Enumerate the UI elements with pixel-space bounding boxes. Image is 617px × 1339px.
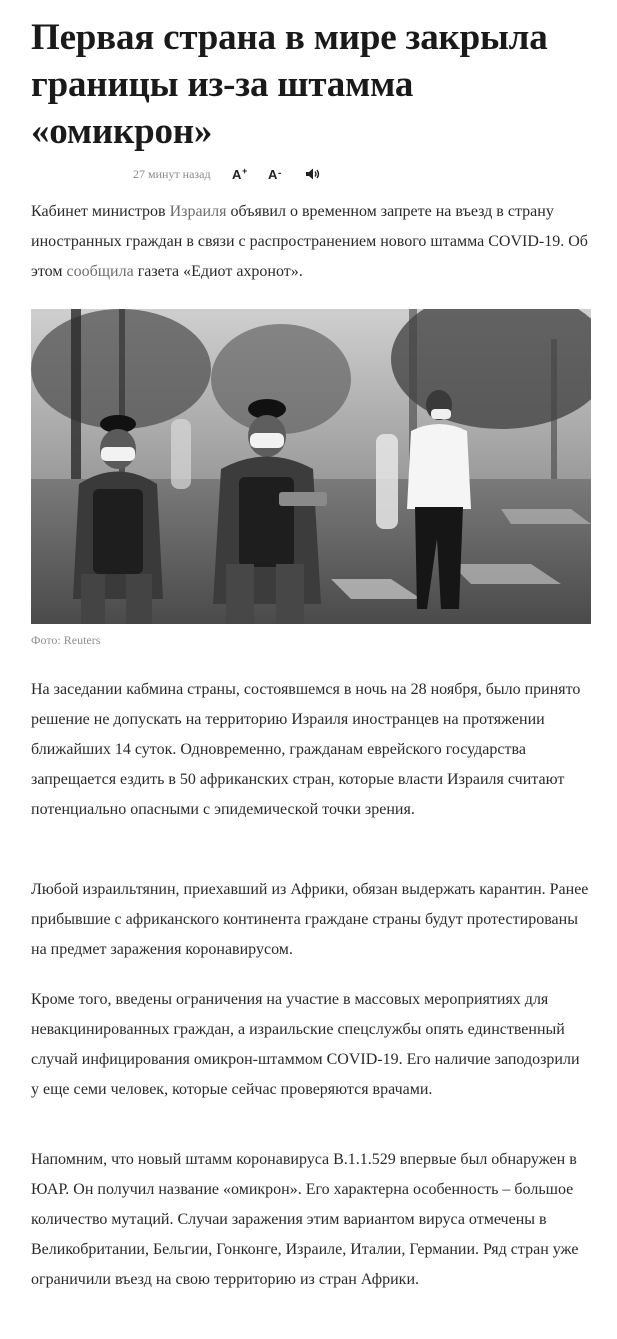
- article-title: Первая страна в мире закрыла границы из-за штамма «омикрон»: [31, 17, 548, 152]
- paragraph-4: Напомним, что новый штамм коронавируса B.1.1.529 впервые был обнаружен в ЮАР. Он получил название «омикрон». Его характерна особенность – большое количество мутаций. Случаи заражения этим вариантом вируса отмечены в Великобритании, Бельгии, Гонконге, Израиле, Италии, Германии. Ряд стран уже ограничили въезд на свою территорию из стран Африки.: [31, 1151, 579, 1288]
- paragraph-2: Любой израильтянин, приехавший из Африки, обязан выдержать карантин. Ранее прибывшие с африканского континента граждане страны будут протестированы на предмет заражения коронавирусом.: [31, 881, 589, 958]
- svg-text:A: A: [267, 167, 277, 181]
- photo-caption: Фото: Reuters: [31, 633, 101, 647]
- lead-text-3: газета «Едиот ахронот».: [133, 263, 303, 280]
- lead-text-1: Кабинет министров: [31, 203, 170, 220]
- link-source[interactable]: сообщила: [66, 263, 134, 280]
- article-lead: [31, 197, 591, 287]
- speaker-icon[interactable]: [301, 162, 325, 186]
- article-photo: [31, 309, 591, 624]
- link-israel[interactable]: Израиля: [169, 203, 227, 220]
- font-increase-icon[interactable]: [229, 162, 253, 186]
- article-meta: [133, 162, 337, 186]
- svg-text:-: -: [277, 168, 281, 179]
- paragraph-1: На заседании кабмина страны, состоявшемся в ночь на 28 ноября, было принято решение не допускать на территорию Израиля иностранцев на протяжении ближайших 14 суток. Одновременно, гражданам еврейского государства запрещается ездить в 50 африканских стран, которые власти Израиля считают потенциально опасными с эпидемической точки зрения.: [31, 681, 581, 818]
- lead-text-2: объявил о временном запрете на въезд в страну иностранных граждан в связи с распространением нового штамма COVID-19. Об этом: [31, 203, 588, 280]
- publish-time: 27 минут назад: [133, 166, 211, 181]
- svg-text:A: A: [231, 167, 241, 181]
- font-decrease-icon[interactable]: [265, 162, 289, 186]
- paragraph-3: Кроме того, введены ограничения на участие в массовых мероприятиях для невакцинированных граждан, а израильские спецслужбы опять единственный случай инфицирования омикрон-штаммом COVID-19. Его наличие заподозрили у еще семи человек, которые сейчас проверяются врачами.: [31, 991, 580, 1098]
- svg-text:+: +: [241, 167, 247, 176]
